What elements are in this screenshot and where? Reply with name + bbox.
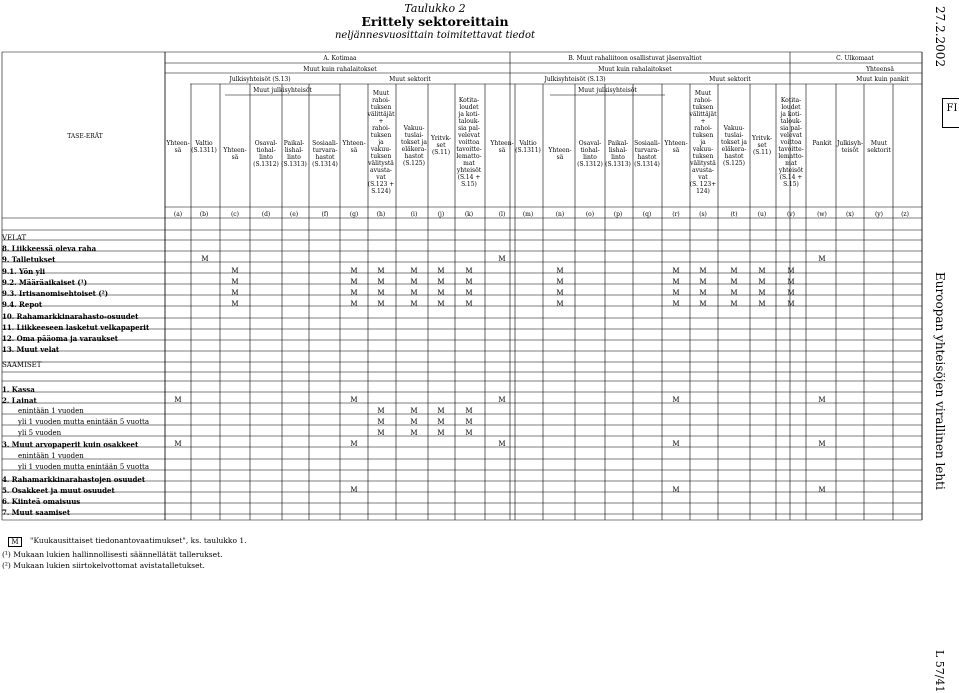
- row-label: yli 1 vuoden mutta enintään 5 vuotta: [18, 418, 149, 426]
- row-label: 8. Liikkeessä oleva raha: [2, 244, 97, 253]
- col-header-d: Osaval- tiohal- linto (S.1312): [253, 140, 279, 168]
- mark-m: M: [410, 278, 418, 286]
- mark-m: M: [350, 278, 358, 286]
- col-header-g: Yhteen- sä: [342, 140, 366, 154]
- nonbank-c-label: Muut kuin pankit: [856, 76, 909, 83]
- mark-m: M: [672, 289, 680, 297]
- col-letter: (l): [498, 211, 506, 218]
- mark-m: M: [758, 289, 766, 297]
- mark-m: M: [410, 289, 418, 297]
- mark-m: M: [818, 255, 826, 263]
- journal-name: Euroopan yhteisöjen virallinen lehti: [933, 272, 947, 490]
- col-letter: (y): [874, 211, 884, 218]
- mark-m: M: [787, 300, 795, 308]
- other-b-label: Muut sektorit: [709, 76, 751, 83]
- col-letter: (z): [901, 211, 909, 218]
- table-subtitle: neljännesvuosittain toimitettavat tiedot: [334, 30, 536, 41]
- row-label: yli 1 vuoden mutta enintään 5 vuotta: [18, 463, 149, 471]
- mark-m: M: [758, 300, 766, 308]
- row-label: 2. Lainat: [2, 396, 37, 405]
- col-header-j: Yritvk- set (S.11): [430, 135, 452, 156]
- col-letter: (g): [349, 211, 359, 218]
- mark-m: M: [377, 300, 385, 308]
- col-header-r: Yhteen- sä: [664, 140, 688, 154]
- col-header-i: Vakuu- tuslai- tokset ja eläkera- hastot (S.125): [400, 125, 428, 167]
- col-letter: (k): [464, 211, 474, 218]
- col-header-a: Yhteen- sä: [166, 140, 190, 154]
- mark-m: M: [465, 300, 473, 308]
- group-c-label: C. Ulkomaat: [836, 55, 874, 62]
- mark-m: M: [672, 300, 680, 308]
- col-letter: (r): [672, 211, 680, 218]
- mark-m: M: [672, 396, 680, 404]
- col-header-q: Sosiaali- turvara- hastot (S.1314): [634, 140, 660, 168]
- table-number: Taulukko 2: [404, 2, 466, 15]
- mark-m: M: [498, 396, 506, 404]
- col-letter: (d): [261, 211, 271, 218]
- mark-m: M: [758, 278, 766, 286]
- col-letter: (a): [173, 211, 183, 218]
- mark-m: M: [231, 267, 239, 275]
- mark-m: M: [498, 255, 506, 263]
- footnote-1: (¹) Mukaan lukien hallinnollisesti säännellätät tallerukset.: [2, 550, 223, 559]
- mark-m: M: [410, 300, 418, 308]
- col-letter: (u): [757, 211, 767, 218]
- row-label: yli 5 vuoden: [18, 429, 62, 437]
- mark-m: M: [377, 267, 385, 275]
- row-label: 13. Muut velat: [2, 345, 60, 354]
- mark-m: M: [437, 407, 445, 415]
- row-label: 3. Muut arvopaperit kuin osakkeet: [2, 440, 139, 449]
- col-letter: (c): [230, 211, 240, 218]
- mark-m: M: [787, 267, 795, 275]
- gov-b-label: Julkisyhteisöt (S.13): [544, 76, 606, 83]
- page-number: L 57/41: [933, 650, 946, 693]
- row-label: 1. Kassa: [2, 385, 35, 394]
- col-letter: (h): [376, 211, 386, 218]
- mark-m: M: [410, 418, 418, 426]
- mark-m: M: [437, 300, 445, 308]
- mark-m: M: [174, 440, 182, 448]
- col-letter: (j): [437, 211, 445, 218]
- row-label: 9.2. Määräaikaiset (¹): [2, 278, 88, 287]
- row-label: 12. Oma pääoma ja varaukset: [2, 334, 119, 343]
- col-header-f: Sosiaali- turvara- hastot (S.1314): [312, 140, 338, 168]
- row-label: enintään 1 vuoden: [18, 452, 84, 460]
- mark-m: M: [377, 289, 385, 297]
- legend-box: M: [8, 537, 22, 547]
- mark-m: M: [818, 440, 826, 448]
- legend-text: "Kuukausittaiset tiedonantovaatimukset", ks. taulukko 1.: [30, 536, 247, 545]
- col-header-m: Valtio (S.1311): [515, 140, 541, 154]
- mark-m: M: [465, 418, 473, 426]
- mark-m: M: [730, 289, 738, 297]
- col-header-y: Muut sektorit: [867, 140, 891, 154]
- col-letter: (t): [730, 211, 738, 218]
- mark-m: M: [231, 278, 239, 286]
- mark-m: M: [730, 300, 738, 308]
- section-liabilities: VELAT: [2, 234, 27, 242]
- col-letter: (p): [613, 211, 623, 218]
- row-label: 9.3. Irtisanomisehtoiset (²): [2, 289, 109, 298]
- col-header-h: Muut rahoi- tuksen välittäjät + rahoi- tuksen ja vakuu- tuksen välitystä avusta- vat (S.123 + S.124): [367, 90, 395, 195]
- table-title: Erittely sektoreittain: [361, 14, 509, 29]
- col-header-e: Paikal- lishal- linto (S.1313): [281, 140, 307, 168]
- othergov-b-label: Muut julkisyhteisöt: [578, 87, 637, 94]
- col-header-o: Osaval- tiohal- linto (S.1312): [577, 140, 603, 168]
- col-letter: (f): [321, 211, 329, 218]
- col-header-k: Kotita- loudet ja koti- talouk- sia pal- velevat voittoa tavoitte- lematto- mat yhteisöt (S.14 + S.15): [456, 97, 482, 188]
- mark-m: M: [437, 289, 445, 297]
- mark-m: M: [730, 278, 738, 286]
- col-header-c: Yhteen- sä: [223, 147, 247, 161]
- mark-m: M: [465, 289, 473, 297]
- mark-m: M: [818, 396, 826, 404]
- row-label: 6. Kiinteä omaisuus: [2, 497, 81, 506]
- stub-header: TASE-ERÄT: [67, 133, 103, 140]
- mark-m: M: [556, 300, 564, 308]
- col-header-x: Julkisyh- teisöt: [836, 140, 864, 154]
- mark-m: M: [410, 407, 418, 415]
- mark-m: M: [465, 429, 473, 437]
- mark-m: M: [556, 267, 564, 275]
- mark-m: M: [410, 267, 418, 275]
- mark-m: M: [377, 278, 385, 286]
- othergov-a-label: Muut julkisyhteisöt: [253, 87, 312, 94]
- mark-m: M: [201, 255, 209, 263]
- mark-m: M: [498, 440, 506, 448]
- col-letter: (b): [199, 211, 209, 218]
- mark-m: M: [699, 300, 707, 308]
- col-letter: (q): [642, 211, 652, 218]
- mark-m: M: [672, 267, 680, 275]
- mark-m: M: [377, 429, 385, 437]
- col-letter: (o): [585, 211, 595, 218]
- col-header-n: Yhteen- sä: [548, 147, 572, 161]
- col-letter: (w): [817, 211, 827, 218]
- col-letter: (m): [522, 211, 534, 218]
- mark-m: M: [377, 407, 385, 415]
- row-label: 11. Liikkeeseen lasketut velkapaperit: [2, 323, 150, 332]
- language-badge: FI: [942, 98, 959, 128]
- mark-m: M: [377, 418, 385, 426]
- section-assets: SAAMISET: [2, 361, 42, 369]
- mark-m: M: [699, 278, 707, 286]
- mark-m: M: [437, 429, 445, 437]
- mark-m: M: [350, 300, 358, 308]
- mark-m: M: [672, 486, 680, 494]
- mark-m: M: [758, 267, 766, 275]
- mark-m: M: [787, 278, 795, 286]
- side-date: 27.2.2002: [933, 6, 947, 68]
- mark-m: M: [410, 429, 418, 437]
- col-header-p: Paikal- lishal- linto (S.1313): [605, 140, 631, 168]
- mark-m: M: [350, 267, 358, 275]
- row-label: 5. Osakkeet ja muut osuudet: [2, 486, 115, 495]
- group-a-label: A. Kotimaa: [323, 55, 357, 62]
- mark-m: M: [556, 289, 564, 297]
- col-letter: (s): [699, 211, 707, 218]
- row-label: 10. Rahamarkkinarahasto-osuudet: [2, 312, 139, 321]
- col-letter: (i): [410, 211, 418, 218]
- mark-m: M: [818, 486, 826, 494]
- row-label: 9.1. Yön yli: [2, 267, 46, 276]
- col-header-b: Valtio (S.1311): [191, 140, 217, 154]
- mark-m: M: [787, 289, 795, 297]
- mark-m: M: [350, 440, 358, 448]
- col-header-u: Yritvk- set (S.11): [751, 135, 773, 156]
- row-label: 9. Talletukset: [2, 255, 56, 264]
- row-label: 4. Rahamarkkinarahastojen osuudet: [2, 475, 146, 484]
- mark-m: M: [699, 267, 707, 275]
- group-b-label: B. Muut rahaliitoon osallistuvat jäsenvaltiot: [568, 55, 702, 62]
- mark-m: M: [231, 289, 239, 297]
- footnote-2: (²) Mukaan lukien siirtokelvottomat avistatalletukset.: [2, 561, 205, 570]
- mark-m: M: [437, 418, 445, 426]
- col-header-w: Pankit: [812, 140, 832, 147]
- mark-m: M: [231, 300, 239, 308]
- mark-m: M: [672, 278, 680, 286]
- mark-m: M: [350, 289, 358, 297]
- mark-m: M: [465, 407, 473, 415]
- other-a-label: Muut sektorit: [389, 76, 431, 83]
- gov-a-label: Julkisyhteisöt (S.13): [229, 76, 291, 83]
- col-header-v: Kotita- loudet ja koti- talouk- sia pal- velevat voittoa tavoitte- lematto- mat yhteisöt (S.14 + S.15): [778, 97, 804, 188]
- col-header-t: Vakuu- tuslai- tokset ja eläkera- hastot (S.125): [720, 125, 748, 167]
- mark-m: M: [556, 278, 564, 286]
- mark-m: M: [465, 278, 473, 286]
- mark-m: M: [350, 486, 358, 494]
- row-label: 7. Muut saamiset: [2, 508, 71, 517]
- col-letter: (v): [786, 211, 796, 218]
- col-header-s: Muut rahoi- tuksen välittäjät + rahoi- tuksen ja vakuu- tuksen välitystä avusta- vat (S. 123+ 124): [689, 90, 717, 195]
- col-letter: (n): [555, 211, 565, 218]
- mark-m: M: [437, 267, 445, 275]
- col-letter: (x): [845, 211, 855, 218]
- mfi-b-label: Muut kuin rahalaitokset: [598, 66, 672, 73]
- row-label: 9.4. Repot: [2, 300, 43, 309]
- mark-m: M: [730, 267, 738, 275]
- mark-m: M: [174, 396, 182, 404]
- mark-m: M: [437, 278, 445, 286]
- mark-m: M: [672, 440, 680, 448]
- col-letter: (e): [289, 211, 299, 218]
- row-label: enintään 1 vuoden: [18, 407, 84, 415]
- mark-m: M: [699, 289, 707, 297]
- total-c-label: Yhteensä: [866, 66, 894, 73]
- col-header-l: Yhteen- sä: [490, 140, 514, 154]
- mark-m: M: [465, 267, 473, 275]
- mfi-a-label: Muut kuin rahalaitokset: [303, 66, 377, 73]
- mark-m: M: [350, 396, 358, 404]
